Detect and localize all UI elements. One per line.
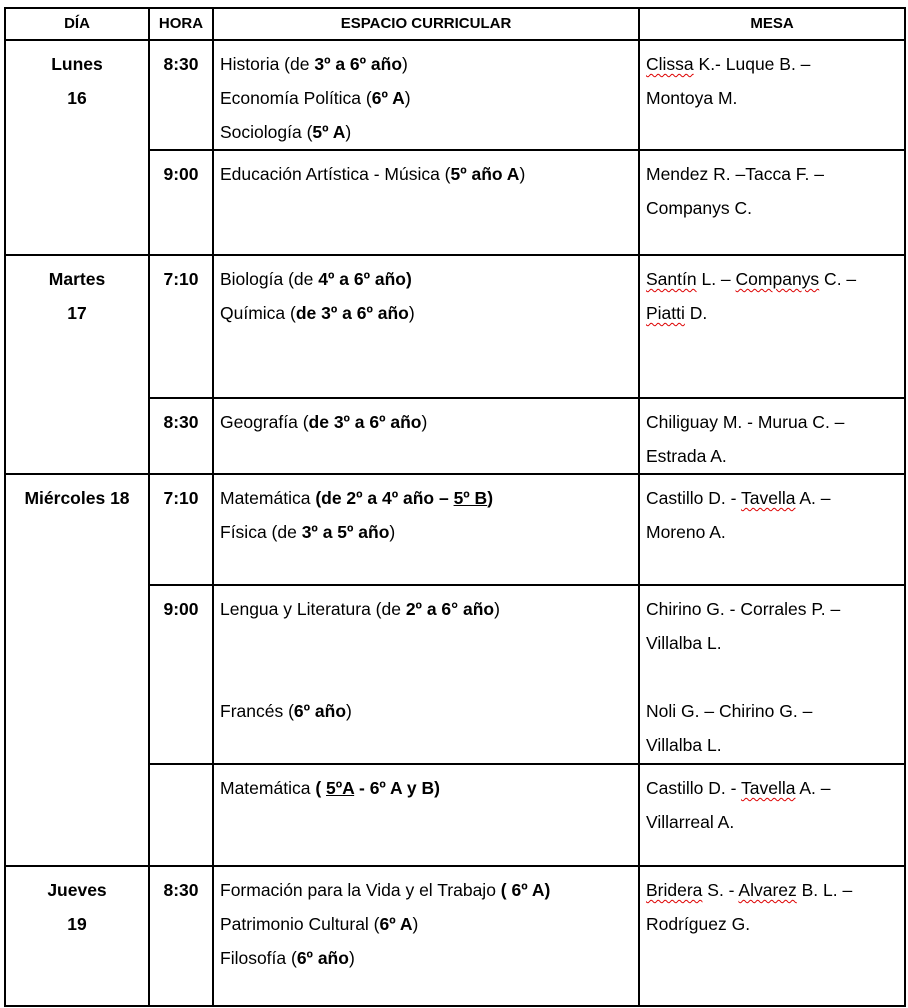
board-cell	[639, 40, 905, 150]
text-segment: Sociología (	[220, 122, 313, 142]
text-line	[220, 81, 632, 115]
text-segment: 6º A	[371, 88, 405, 108]
text-segment: 3º a 6º año	[314, 54, 403, 74]
text-line	[646, 694, 898, 728]
text-line	[220, 157, 632, 191]
text-line	[220, 405, 632, 439]
time-cell: 8:30	[149, 40, 213, 150]
day-name: Martes	[48, 269, 106, 289]
table-row	[5, 255, 905, 398]
text-segment: Patrimonio Cultural (	[220, 914, 380, 934]
time-cell: 8:30	[149, 866, 213, 1006]
text-segment: )	[487, 488, 494, 508]
text-line	[220, 771, 632, 805]
text-segment: de 3º a 6º año	[295, 303, 409, 323]
text-segment: 5º año A	[450, 164, 520, 184]
day-number: 17	[67, 303, 87, 323]
text-segment: C. –	[819, 269, 857, 289]
time-cell: 8:30	[149, 398, 213, 474]
text-segment: 4º a 6º año)	[318, 269, 412, 289]
text-line	[220, 515, 632, 549]
text-line	[646, 262, 898, 296]
text-segment: Bridera	[646, 880, 703, 900]
text-segment: 6º año	[293, 701, 347, 721]
text-segment: S. -	[702, 880, 739, 900]
time-cell: 7:10	[149, 255, 213, 398]
text-segment: Castillo D. -	[646, 488, 741, 508]
day-cell	[5, 866, 149, 1006]
text-segment: Economía Política (	[220, 88, 372, 108]
text-segment: 6º A	[379, 914, 413, 934]
text-line	[646, 296, 898, 330]
text-segment: )	[404, 88, 411, 108]
text-segment: )	[412, 914, 419, 934]
text-segment: Noli G. – Chirino G. –	[646, 701, 813, 721]
text-line	[220, 907, 632, 941]
subject-cell	[213, 255, 639, 398]
text-segment: Companys C.	[646, 198, 753, 218]
text-line	[646, 191, 898, 225]
time-cell	[149, 764, 213, 866]
text-line	[646, 873, 898, 907]
day-number: 19	[67, 914, 87, 934]
text-segment: Moreno A.	[646, 522, 726, 542]
text-line	[220, 941, 632, 975]
subject-cell	[213, 474, 639, 585]
text-line	[220, 262, 632, 296]
text-segment: Francés (	[220, 701, 294, 721]
text-segment: Villalba L.	[646, 735, 722, 755]
text-segment: Química (	[220, 303, 296, 323]
text-segment: K.- Luque B. –	[693, 54, 811, 74]
text-segment: Biología (de	[220, 269, 319, 289]
text-line	[646, 907, 898, 941]
text-segment: )	[389, 522, 396, 542]
text-segment: Castillo D. -	[646, 778, 741, 798]
header-dia: DÍA	[5, 8, 149, 40]
time-cell: 9:00	[149, 585, 213, 764]
text-line	[646, 81, 898, 115]
text-segment: )	[348, 948, 355, 968]
text-segment: )	[408, 303, 415, 323]
text-line	[646, 592, 898, 626]
text-segment: Companys	[735, 269, 820, 289]
header-espacio-curricular: ESPACIO CURRICULAR	[213, 8, 639, 40]
text-segment: )	[346, 701, 352, 721]
text-segment: )	[494, 599, 500, 619]
time-cell: 9:00	[149, 150, 213, 255]
table-row	[5, 474, 905, 585]
header-hora: HORA	[149, 8, 213, 40]
text-segment: 5º B	[453, 488, 488, 508]
text-segment: 6º año	[296, 948, 349, 968]
day-cell	[5, 40, 149, 255]
text-segment: Formación para la Vida y el Trabajo	[220, 880, 501, 900]
board-cell	[639, 398, 905, 474]
day-name: Jueves	[47, 880, 107, 900]
text-segment: Montoya M.	[646, 88, 738, 108]
text-line	[646, 157, 898, 191]
day-cell	[5, 255, 149, 474]
text-line	[646, 771, 898, 805]
text-line	[220, 660, 632, 694]
header-mesa: MESA	[639, 8, 905, 40]
subject-cell	[213, 40, 639, 150]
day-number: 16	[67, 88, 87, 108]
text-segment: 3º a 5º año	[301, 522, 390, 542]
text-segment: (de 2º a 4º año –	[315, 488, 454, 508]
text-segment: Clissa	[646, 54, 694, 74]
text-segment: Alvarez	[738, 880, 797, 900]
text-segment: )	[402, 54, 408, 74]
text-segment: de 3º a 6º año	[308, 412, 422, 432]
text-segment: Filosofía (	[220, 948, 297, 968]
day-name: Lunes	[51, 54, 103, 74]
board-cell	[639, 764, 905, 866]
board-cell	[639, 585, 905, 764]
text-segment: A. –	[795, 488, 831, 508]
subject-cell	[213, 866, 639, 1006]
text-segment: A. –	[795, 778, 831, 798]
exam-schedule-table	[4, 7, 906, 1007]
header-row	[5, 8, 905, 40]
text-segment: Villalba L.	[646, 633, 722, 653]
text-line	[220, 47, 632, 81]
text-segment: Geografía (	[220, 412, 309, 432]
text-line	[646, 728, 898, 762]
text-line	[646, 805, 898, 839]
text-segment: Rodríguez G.	[646, 914, 751, 934]
text-segment: 2º a 6° año	[405, 599, 495, 619]
text-segment: L. –	[696, 269, 736, 289]
table-row	[5, 40, 905, 150]
text-segment: Matemática	[220, 778, 316, 798]
text-segment: Estrada A.	[646, 446, 727, 466]
text-segment: D.	[684, 303, 708, 323]
text-line	[646, 481, 898, 515]
text-segment: Historia (de	[220, 54, 315, 74]
text-segment: - 6º A y B)	[354, 778, 440, 798]
text-segment: Tavella	[740, 488, 796, 508]
subject-cell	[213, 150, 639, 255]
text-segment: )	[519, 164, 526, 184]
text-line	[646, 515, 898, 549]
text-line	[646, 439, 898, 473]
text-line	[220, 115, 632, 149]
subject-cell	[213, 764, 639, 866]
text-line	[220, 626, 632, 660]
text-segment: Chirino G. - Corrales P. –	[646, 599, 841, 619]
text-line	[220, 296, 632, 330]
text-segment: Santín	[646, 269, 697, 289]
text-segment: Física (de	[220, 522, 302, 542]
text-line	[646, 660, 898, 694]
text-segment: B. L. –	[796, 880, 853, 900]
text-segment: Tavella	[740, 778, 796, 798]
subject-cell	[213, 398, 639, 474]
text-segment: Chiliguay M. - Murua C. –	[646, 412, 845, 432]
text-line	[646, 626, 898, 660]
board-cell	[639, 474, 905, 585]
subject-cell	[213, 585, 639, 764]
text-segment: Lengua y Literatura (de	[220, 599, 406, 619]
text-segment: Mendez R. –Tacca F. –	[646, 164, 824, 184]
text-line	[220, 481, 632, 515]
board-cell	[639, 866, 905, 1006]
text-segment: )	[421, 412, 428, 432]
text-segment: 5ºA	[326, 778, 355, 798]
text-line	[646, 405, 898, 439]
text-segment: ( 6º A)	[500, 880, 551, 900]
text-line	[220, 694, 632, 728]
text-segment: Villarreal A.	[646, 812, 735, 832]
text-segment: (	[315, 778, 327, 798]
board-cell	[639, 255, 905, 398]
text-line	[646, 47, 898, 81]
text-segment: 5º A	[312, 122, 346, 142]
day-cell	[5, 474, 149, 866]
text-line	[220, 592, 632, 626]
text-segment: Educación Artística - Música (	[220, 164, 451, 184]
text-segment: Matemática	[220, 488, 316, 508]
text-segment: Piatti	[646, 303, 685, 323]
time-cell: 7:10	[149, 474, 213, 585]
text-segment: )	[345, 122, 352, 142]
table-row	[5, 866, 905, 1006]
board-cell	[639, 150, 905, 255]
text-line	[220, 873, 632, 907]
day-name: Miércoles 18	[24, 488, 130, 508]
